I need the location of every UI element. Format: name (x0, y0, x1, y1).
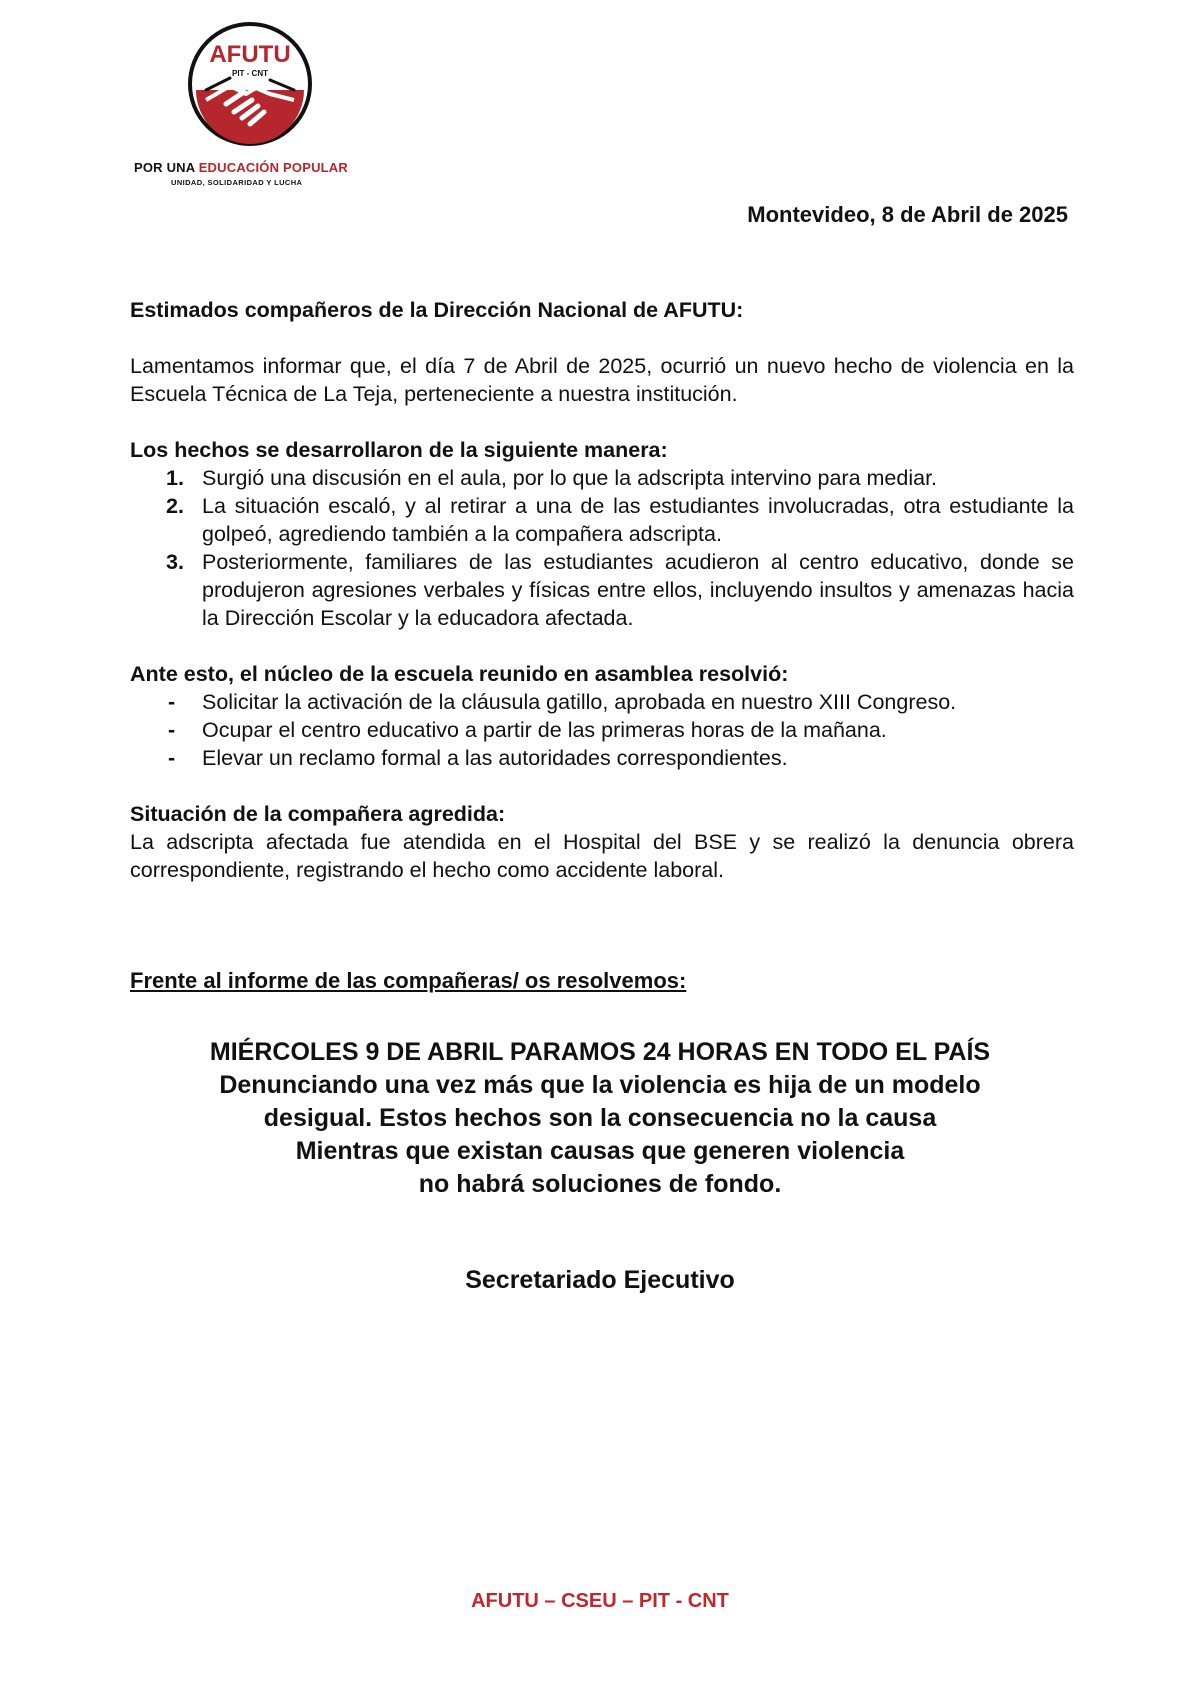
situation-paragraph: La adscripta afectada fue atendida en el Hospital del BSE y se realizó la denuncia obrera correspondiente, registrando el hecho como accidente laboral. (130, 830, 1074, 882)
date-line: Montevideo, 8 de Abril de 2025 (747, 202, 1068, 227)
events-heading: Los hechos se desarrollaron de la siguiente manera: (130, 438, 668, 462)
list-item: - Solicitar la activación de la cláusula gatillo, aprobada en nuestro XIII Congreso. (168, 690, 957, 714)
greeting: Estimados compañeros de la Dirección Nacional de AFUTU: (130, 298, 744, 322)
strike-announcement (80, 1036, 1120, 1201)
events-list (130, 464, 1074, 632)
logo-name: AFUTU (209, 41, 291, 68)
situation-heading: Situación de la compañera agredida: (130, 802, 506, 826)
signature: Secretariado Ejecutivo (465, 1266, 735, 1294)
handshake-icon (186, 20, 314, 148)
logo-tagline: POR UNA EDUCACIÓN POPULAR (134, 160, 348, 175)
logo-sub: PIT - CNT (232, 69, 268, 78)
list-item: 2. La situación escaló, y al retirar a una de las estudiantes involucradas, otra estudiante la golpeó, agrediendo también a la compañera adscripta. (166, 494, 1074, 546)
assembly-list (130, 688, 1074, 772)
headline-line: no habrá soluciones de fondo. (418, 1170, 782, 1198)
intro-paragraph: Lamentamos informar que, el día 7 de Abril de 2025, ocurrió un nuevo hecho de violencia en la Escuela Técnica de La Teja, perteneciente a nuestra institución. (130, 354, 1074, 406)
letter-body (130, 296, 1074, 884)
headline-line: Denunciando una vez más que la violencia es hija de un modelo (219, 1071, 981, 1099)
headline-line: MIÉRCOLES 9 DE ABRIL PARAMOS 24 HORAS EN TODO EL PAÍS (209, 1038, 991, 1066)
list-item: - Ocupar el centro educativo a partir de las primeras horas de la mañana. (168, 718, 887, 742)
logo-tagline-small: UNIDAD, SOLIDARIDAD Y LUCHA (171, 178, 303, 187)
headline-line: desigual. Estos hechos son la consecuencia no la causa (263, 1104, 937, 1132)
list-item: 3. Posteriormente, familiares de las estudiantes acudieron al centro educativo, donde se produjeron agresiones verbales y físicas entre ellos, incluyendo insultos y amenazas hacia la Dirección Escolar y la educadora afectada. (166, 550, 1074, 630)
resolve-heading: Frente al informe de las compañeras/ os resolvemos: (130, 968, 687, 993)
footer: AFUTU – CSEU – PIT - CNT (471, 1590, 729, 1612)
list-item: - Elevar un reclamo formal a las autoridades correspondientes. (168, 746, 788, 770)
assembly-heading: Ante esto, el núcleo de la escuela reunido en asamblea resolvió: (130, 662, 789, 686)
list-item: 1. Surgió una discusión en el aula, por lo que la adscripta intervino para mediar. (166, 466, 938, 490)
headline-line: Mientras que existan causas que generen violencia (295, 1137, 905, 1165)
afutu-logo (134, 20, 364, 190)
